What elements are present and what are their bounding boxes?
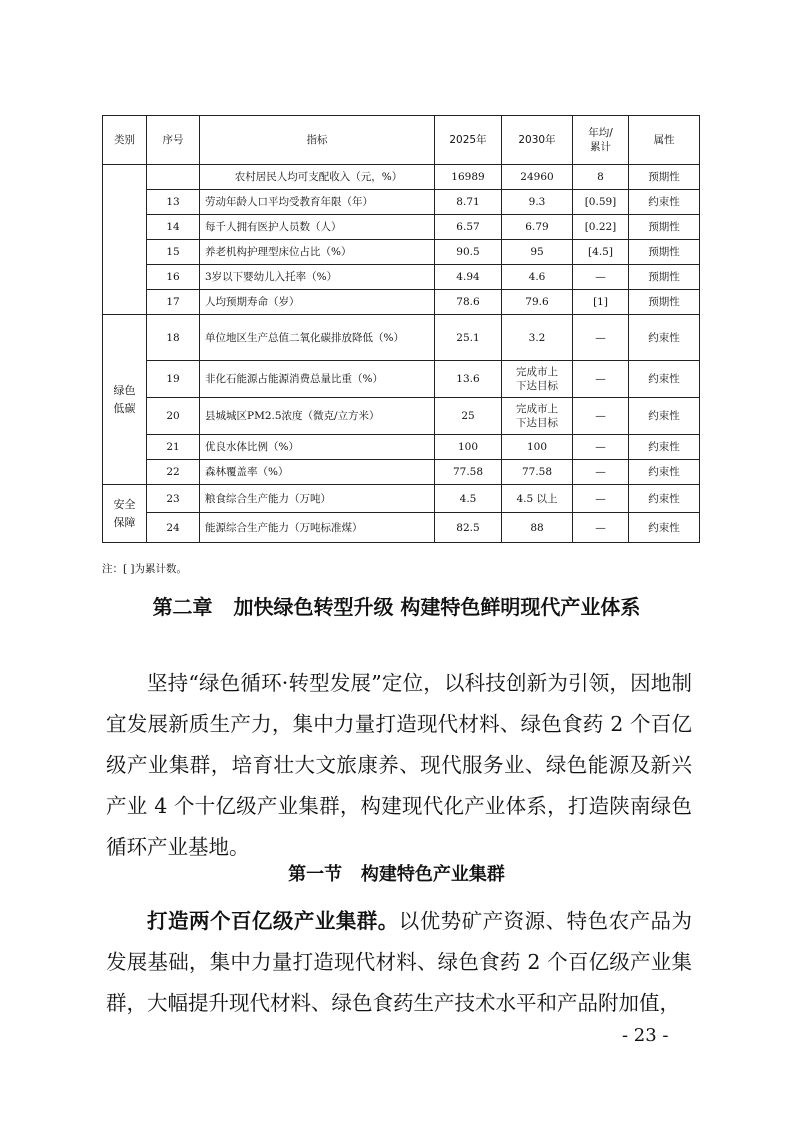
table-row — [103, 398, 700, 435]
value-2030: 4.6 — [502, 265, 573, 290]
row-number: 20 — [147, 398, 200, 435]
value-attribute: 约束性 — [629, 485, 700, 513]
row-number — [147, 165, 200, 190]
value-attribute: 约束性 — [629, 460, 700, 485]
value-attribute: 约束性 — [629, 361, 700, 398]
table-row — [103, 165, 700, 190]
value-attribute: 预期性 — [629, 265, 700, 290]
row-number: 19 — [147, 361, 200, 398]
value-average: — — [573, 265, 629, 290]
header-category: 类别 — [103, 116, 147, 165]
category-green-low-carbon: 绿色 低碳 — [103, 315, 147, 485]
value-2025: 77.58 — [435, 460, 502, 485]
indicator-name: 县城城区PM2.5浓度（微克/立方米） — [200, 398, 435, 435]
value-2030: 4.5 以上 — [502, 485, 573, 513]
value-attribute: 预期性 — [629, 215, 700, 240]
indicator-name: 能源综合生产能力（万吨标准煤） — [200, 513, 435, 543]
indicator-name: 人均预期寿命（岁） — [200, 290, 435, 315]
value-attribute: 约束性 — [629, 435, 700, 460]
value-average: — — [573, 435, 629, 460]
value-2030: 完成市上 下达目标 — [502, 398, 573, 435]
table-row — [103, 290, 700, 315]
header-indicator: 指标 — [200, 116, 435, 165]
row-number: 24 — [147, 513, 200, 543]
value-2025: 100 — [435, 435, 502, 460]
value-average: — — [573, 398, 629, 435]
row-number: 23 — [147, 485, 200, 513]
value-2025: 16989 — [435, 165, 502, 190]
header-number: 序号 — [147, 116, 200, 165]
value-2025: 78.6 — [435, 290, 502, 315]
category-cell-blank — [103, 165, 147, 315]
value-attribute: 预期性 — [629, 165, 700, 190]
value-2030: 3.2 — [502, 315, 573, 361]
value-2030: 79.6 — [502, 290, 573, 315]
value-2030: 完成市上 下达目标 — [502, 361, 573, 398]
row-number: 13 — [147, 190, 200, 215]
indicator-name: 优良水体比例（%） — [200, 435, 435, 460]
value-2030: 9.3 — [502, 190, 573, 215]
indicator-name: 非化石能源占能源消费总量比重（%） — [200, 361, 435, 398]
value-attribute: 约束性 — [629, 190, 700, 215]
paragraph-intro: 坚持“绿色循环·转型发展”定位，以科技创新为引领，因地制宜发展新质生产力，集中力量打造现代材料、绿色食药 2 个百亿级产业集群，培育壮大文旅康养、现代服务业、绿色能源及新兴产业 4 个十亿级产业集群，构建现代化产业体系，打造陕南绿色循环产业基地。 — [106, 671, 692, 859]
indicator-name: 每千人拥有医护人员数（人） — [200, 215, 435, 240]
header-2030: 2030年 — [502, 116, 573, 165]
indicator-name: 森林覆盖率（%） — [200, 460, 435, 485]
value-2030: 100 — [502, 435, 573, 460]
table-row — [103, 190, 700, 215]
value-average: — — [573, 460, 629, 485]
table-note: 注：[ ]为累计数。 — [102, 563, 188, 575]
indicator-name: 养老机构护理型床位占比（%） — [200, 240, 435, 265]
value-2030: 24960 — [502, 165, 573, 190]
row-number: 16 — [147, 265, 200, 290]
value-2025: 25.1 — [435, 315, 502, 361]
header-average: 年均/ 累计 — [573, 116, 629, 165]
value-average: — — [573, 361, 629, 398]
table-header-row — [103, 116, 700, 165]
value-2025: 25 — [435, 398, 502, 435]
section-title: 第一节 构建特色产业集群 — [288, 864, 505, 885]
indicator-name: 单位地区生产总值二氧化碳排放降低（%） — [200, 315, 435, 361]
indicator-name: 劳动年龄人口平均受教育年限（年） — [200, 190, 435, 215]
header-2025: 2025年 — [435, 116, 502, 165]
indicator-name: 农村居民人均可支配收入（元，%） — [200, 165, 435, 190]
indicator-table — [102, 115, 700, 543]
table-row — [103, 513, 700, 543]
paragraph-lead: 打造两个百亿级产业集群。 — [147, 909, 399, 933]
value-2025: 4.94 — [435, 265, 502, 290]
value-average: — — [573, 513, 629, 543]
row-number: 15 — [147, 240, 200, 265]
value-attribute: 约束性 — [629, 315, 700, 361]
table-row — [103, 361, 700, 398]
table-row — [103, 315, 700, 361]
value-attribute: 预期性 — [629, 240, 700, 265]
table-row — [103, 485, 700, 513]
value-attribute: 约束性 — [629, 398, 700, 435]
value-2025: 8.71 — [435, 190, 502, 215]
indicator-name: 3岁以下婴幼儿入托率（%） — [200, 265, 435, 290]
page-number: - 23 - — [622, 1025, 669, 1046]
value-2030: 6.79 — [502, 215, 573, 240]
value-average: [1] — [573, 290, 629, 315]
value-2030: 88 — [502, 513, 573, 543]
category-safety: 安全 保障 — [103, 485, 147, 543]
value-average: [4.5] — [573, 240, 629, 265]
value-2025: 90.5 — [435, 240, 502, 265]
value-average: 8 — [573, 165, 629, 190]
table-row — [103, 460, 700, 485]
chapter-title: 第二章 加快绿色转型升级 构建特色鲜明现代产业体系 — [152, 595, 641, 619]
row-number: 18 — [147, 315, 200, 361]
value-average: [0.59] — [573, 190, 629, 215]
value-2025: 6.57 — [435, 215, 502, 240]
table-row — [103, 435, 700, 460]
value-2030: 77.58 — [502, 460, 573, 485]
table-row — [103, 215, 700, 240]
value-average: — — [573, 315, 629, 361]
header-attribute: 属性 — [629, 116, 700, 165]
row-number: 14 — [147, 215, 200, 240]
table-row — [103, 265, 700, 290]
indicator-name: 粮食综合生产能力（万吨） — [200, 485, 435, 513]
paragraph-text: 以优势矿产资源、特色农产品为发展基础，集中力量打造现代材料、绿色食药 2 个百亿级产业集群，大幅提升现代材料、绿色食药生产技术水平和产品附加值， — [106, 909, 693, 1015]
value-2030: 95 — [502, 240, 573, 265]
value-attribute: 预期性 — [629, 290, 700, 315]
value-2025: 82.5 — [435, 513, 502, 543]
row-number: 22 — [147, 460, 200, 485]
table-row — [103, 240, 700, 265]
value-attribute: 约束性 — [629, 513, 700, 543]
value-2025: 4.5 — [435, 485, 502, 513]
value-2025: 13.6 — [435, 361, 502, 398]
value-average: — — [573, 485, 629, 513]
value-average: [0.22] — [573, 215, 629, 240]
paragraph-industry-clusters — [106, 901, 692, 1024]
row-number: 17 — [147, 290, 200, 315]
row-number: 21 — [147, 435, 200, 460]
